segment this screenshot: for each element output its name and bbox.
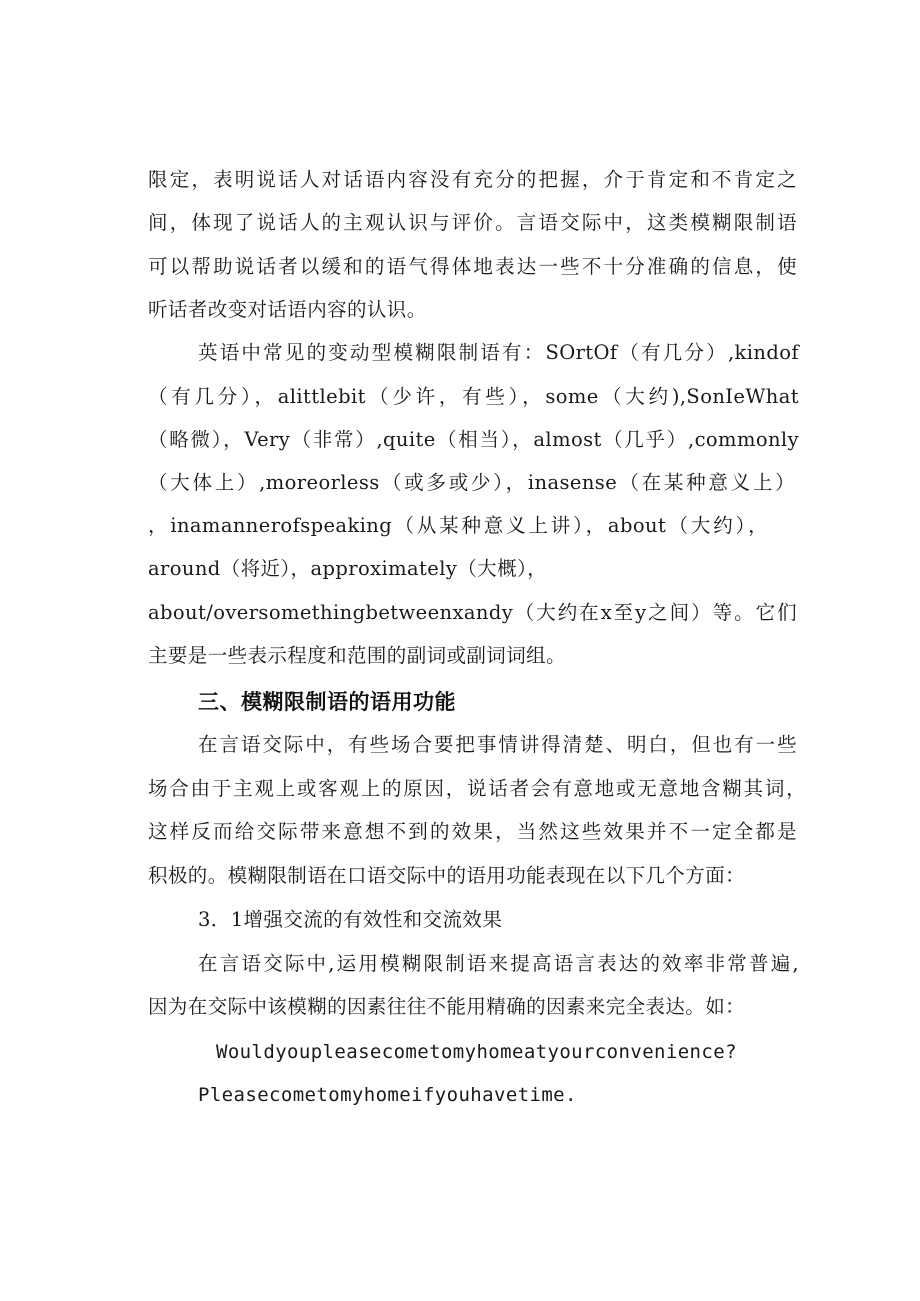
paragraph-line: （略微），Very（非常）,quite（相当），almost（几乎）,commonly (148, 428, 799, 451)
paragraph-line: 在言语交际中，有些场合要把事情讲得清楚、明白，但也有一些 (198, 733, 797, 756)
paragraph-line: 在言语交际中,运用模糊限制语来提高语言表达的效率非常普遍, (198, 952, 799, 975)
paragraph-line: 积极的。模糊限制语在口语交际中的语用功能表现在以下几个方面： (148, 864, 746, 887)
paragraph-line: 场合由于主观上或客观上的原因，说话者会有意地或无意地含糊其词， (148, 777, 806, 800)
paragraph-line: 听话者改变对话语内容的认识。 (148, 298, 427, 321)
example-sentence: Pleasecometomyhomeifyouhavetime. (198, 1084, 577, 1106)
paragraph-line: （大体上）,moreorless（或多或少），inasense（在某种意义上） (148, 471, 795, 494)
paragraph-line: 间，体现了说话人的主观认识与评价。言语交际中，这类模糊限制语 (148, 211, 797, 234)
example-sentence: Wouldyoupleasecometomyhomeatyourconvenience? (216, 1041, 737, 1063)
paragraph-line: about/oversomethingbetweenxandy（大约在x至y之间）等。它们 (148, 601, 797, 624)
paragraph-line: ，inamannerofspeaking（从某种意义上讲），about（大约）， (148, 514, 768, 537)
paragraph-line: 因为在交际中该模糊的因素往往不能用精确的因素来完全表达。如： (148, 995, 746, 1018)
paragraph-line: （有几分），alittlebit（少许，有些），some（大约),SonIeWhat (148, 385, 799, 408)
paragraph-line: 英语中常见的变动型模糊限制语有：SOrtOf（有几分）,kindof (198, 341, 799, 364)
subsection-heading: 3．1增强交流的有效性和交流效果 (198, 908, 503, 931)
paragraph-line: 主要是一些表示程度和范围的副词或副词词组。 (148, 644, 566, 667)
paragraph-line: 可以帮助说话者以缓和的语气得体地表达一些不十分准确的信息，使 (148, 255, 797, 278)
paragraph-line: 这样反而给交际带来意想不到的效果，当然这些效果并不一定全都是 (148, 820, 797, 843)
paragraph-line: 限定，表明说话人对话语内容没有充分的把握，介于肯定和不肯定之 (148, 168, 797, 191)
section-heading: 三、模糊限制语的语用功能 (198, 690, 456, 714)
paragraph-line: around（将近），approximately（大概）， (148, 557, 548, 580)
